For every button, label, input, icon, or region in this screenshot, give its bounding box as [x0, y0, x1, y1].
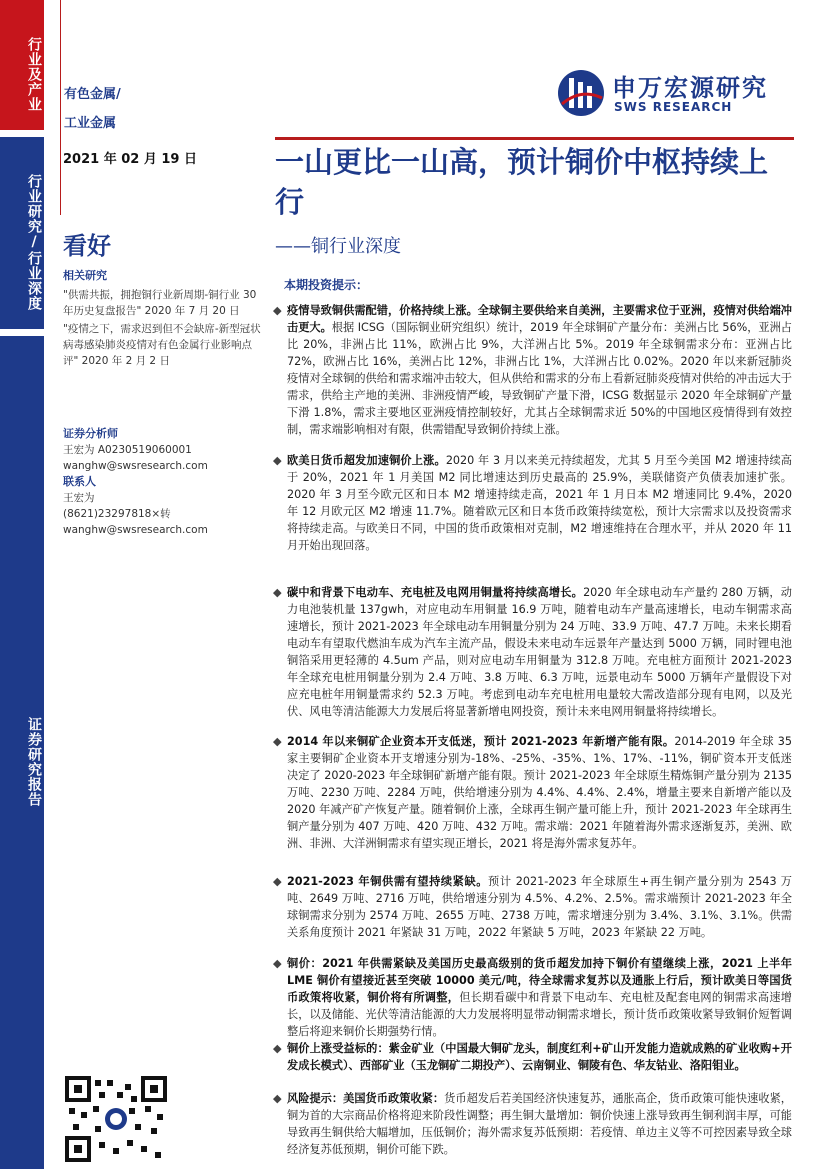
analyst-name: 王宏为 A0230519060001: [63, 444, 192, 456]
related-item: "供需共振，拥抱铜行业新周期-铜行业 30 年历史复盘报告" 2020 年 7 月 20 日: [63, 289, 257, 317]
bullet-icon: ◆: [273, 957, 282, 970]
bullet-item: ◆ 风险提示：美国货币政策收紧：货币超发后若美国经济快速复苏，通胀高企，货币政策可能快速收紧，铜为首的大宗商品价格将迎来阶段性调整；再生铜大量增加：铜价快速上涨导致再生铜利润丰厚，可能导致再生铜供给大幅增加，压低铜价；海外需求复苏低预期：若疫情、单边主义等不可控因素导致全球经济复苏低预期，铜价可能下跌。: [273, 1092, 792, 1156]
report-title: 一山更比一山高，预计铜价中枢持续上行: [275, 145, 769, 219]
report-subtitle: ——铜行业深度: [275, 236, 401, 257]
tab-securities-report: 证券研究报告: [0, 336, 44, 1169]
analyst-info: [63, 426, 263, 538]
bullet-item: ◆ 欧美日货币超发加速铜价上涨。2020 年 3 月以来美元持续超发，尤其 5 月至今美国 M2 增速持续高于 20%，2021 年 1 月美国 M2 同比增速达到历史最高的 25.9%，美联储资产负债表加速扩张。2020 年 3 月至今欧元区和日本 M2 增速持续走高，2021 年 1 月日本 M2 增速同比 9.4%，2020 年 12 月欧元区 M2 增速 11.7%。随着欧元区和日本货币政策持续宽松，预计大宗需求以及投资需求将持续走高。与欧美日不同，中国的货币政策相对克制，M2 增速维持在合理水平，并从 2020 年 11 月开始出现回落。: [273, 454, 792, 552]
related-research: [63, 268, 263, 369]
bullet-item: ◆ 2014 年以来铜矿企业资本开支低迷，预计 2021-2023 年新增产能有限。2014-2019 年全球 35 家主要铜矿企业资本开支增速分别为-18%、-25%、-35%、1%、17%、-11%，铜矿资本开支低迷决定了 2020-2023 年全球铜矿新增产能有限。预计 2021-2023 年全球原生精炼铜产量分别为 2135 万吨、2230 万吨、2284 万吨，供给增速分别为 4.4%、4.4%、2.4%，增量主要来自新增产能以及 2020 年减产矿产恢复产量。随着铜价上涨，全球再生铜产量可能上升，预计 2021-2023 年全球再生铜产量分别为 407 万吨、420 万吨、432 万吨。需求端：2021 年随着海外需求逐渐复苏，美洲、欧洲、非洲、大洋洲铜需求有望实现正增长，2021 将是海外需求复苏年。: [273, 735, 792, 850]
tab-industry-research: 行业研究/行业深度: [0, 137, 44, 329]
logo-mark-icon: [556, 68, 606, 118]
bullet-item: ◆ 铜价上涨受益标的：紫金矿业（中国最大铜矿龙头，制度红利+矿山开发能力造就成熟的矿业收购+开发成长模式）、西部矿业（玉龙铜矿二期投产）、云南铜业、铜陵有色、华友钴业、洛阳钼业。: [273, 1042, 792, 1072]
logo-text-cn: 申万宏源研究: [612, 74, 768, 102]
contact-heading: 联系人: [63, 475, 96, 488]
bullet-icon: ◆: [273, 735, 282, 748]
bullet-icon: ◆: [273, 304, 282, 317]
analyst-heading: 证券分析师: [63, 427, 118, 440]
bullet-item: ◆ 2021-2023 年铜供需有望持续紧缺。预计 2021-2023 年全球原生+再生铜产量分别为 2543 万吨、2649 万吨、2716 万吨，供给增速分别为 4.5%、4.2%、2.5%。需求端预计 2021-2023 年全球铜需求分别为 2574 万吨、2655 万吨、2738 万吨，需求增速分别为 3.4%、3.1%、3.1%。供需关系角度预计 2021 年紧缺 31 万吨，2022 年紧缺 5 万吨，2023 年紧缺 22 万吨。: [273, 875, 792, 939]
category-line1: 有色金属/: [64, 87, 121, 102]
logo-text-en: SWS RESEARCH: [614, 100, 733, 114]
bullet-item: ◆ 铜价：2021 年供需紧缺及美国历史最高级别的货币超发加持下铜价有望继续上涨，2021 上半年 LME 铜价有望接近甚至突破 10000 美元/吨，待全球需求复苏以及通胀上行后，预计欧美日等国货币政策将收紧，铜价将有所调整，但长期看碳中和背景下电动车、充电桩及配套电网的铜需求高速增长，以及储能、光伏等清洁能源的大力发展将明显带动铜需求增长，预计货币政策收紧导致铜价短暂调整后将迎来铜价长期强势行情。: [273, 957, 792, 1038]
contact-name: 王宏为: [63, 492, 95, 504]
related-heading: 相关研究: [63, 269, 107, 282]
contact-phone: (8621)23297818×转: [63, 508, 171, 520]
bullet-icon: ◆: [273, 1092, 282, 1105]
highlights-title: 本期投资提示：: [284, 278, 369, 292]
contact-email: wanghw@swsresearch.com: [63, 524, 208, 536]
bullet-icon: ◆: [273, 875, 282, 888]
qr-code-icon: [65, 1076, 167, 1162]
analyst-email: wanghw@swsresearch.com: [63, 460, 208, 472]
bullet-item: ◆ 疫情导致铜供需配错，价格持续上涨。全球铜主要供给来自美洲，主要需求位于亚洲，疫情对供给端冲击更大。根据 ICSG（国际铜业研究组织）统计，2019 年全球铜矿产量分布：美洲占比 56%，亚洲占比 20%，非洲占比 11%，欧洲占比 9%，大洋洲占比 5%。2019 年全球铜需求分布：亚洲占比 72%，欧洲占比 16%，美洲占比 12%，非洲占比 1%，大洋洲占比 0.02%。2020 年以来新冠肺炎疫情对全球铜的供给和需求端冲击较大，但从供给和需求的分布上看新冠肺炎疫情对供给的冲击远大于需求，供给主产地的美洲、非洲疫情严峻，导致铜矿产量下滑，ICSG 数据显示 2020 年全球铜矿产量下滑 1.8%，需求主要地区亚洲疫情控制较好，尤其占全球铜需求近 50%的中国地区疫情得到有效控制，需求端影响相对有限，供需错配导致铜价持续上涨。: [273, 304, 792, 436]
bullet-item: ◆ 碳中和背景下电动车、充电桩及电网用铜量将持续高增长。2020 年全球电动车产量约 280 万辆，动力电池装机量 137gwh，对应电动车用铜量 16.9 万吨，随着电动车产量高速增长，电动车铜需求高速增长，预计 2021-2023 年全球电动车用铜量分别为 24 万吨、33.9 万吨、47.7 万吨。未来长期看电动车有望取代燃油车成为汽车主流产品，假设未来电动车远景年产量达到 5000 万辆，同时锂电池铜箔采用更轻薄的 4.5um 产品，则对应电动车用铜量为 312.8 万吨。充电桩方面预计 2021-2023 年全球充电桩用铜量分别为 2.4 万吨、3.8 万吨、6.3 万吨，远景电动车 5000 万辆年产量假设下对应充电桩年用铜量需求约 52.3 万吨。考虑到电动车充电桩用电量较大需改造部分现有电网，以及光伏、风电等清洁能源大力发展后将显著新增电网投资，预计未来电网用铜量将持续增长。: [273, 586, 792, 718]
bullet-icon: ◆: [273, 1042, 282, 1055]
bullet-icon: ◆: [273, 454, 282, 467]
tab-industry: 行业及产业: [0, 0, 44, 130]
bullet-icon: ◆: [273, 586, 282, 599]
related-item: "疫情之下，需求迟到但不会缺席-新型冠状病毒感染肺炎疫情对有色金属行业影响点评" 2020 年 2 月 2 日: [63, 323, 261, 367]
sws-logo: [556, 68, 786, 118]
category-line2: 工业金属: [64, 116, 117, 131]
title-rule: [275, 137, 794, 140]
header-divider: [60, 0, 61, 215]
rating: 看好: [63, 232, 111, 260]
sidebar: [0, 0, 44, 1169]
report-date: 2021 年 02 月 19 日: [63, 152, 197, 167]
